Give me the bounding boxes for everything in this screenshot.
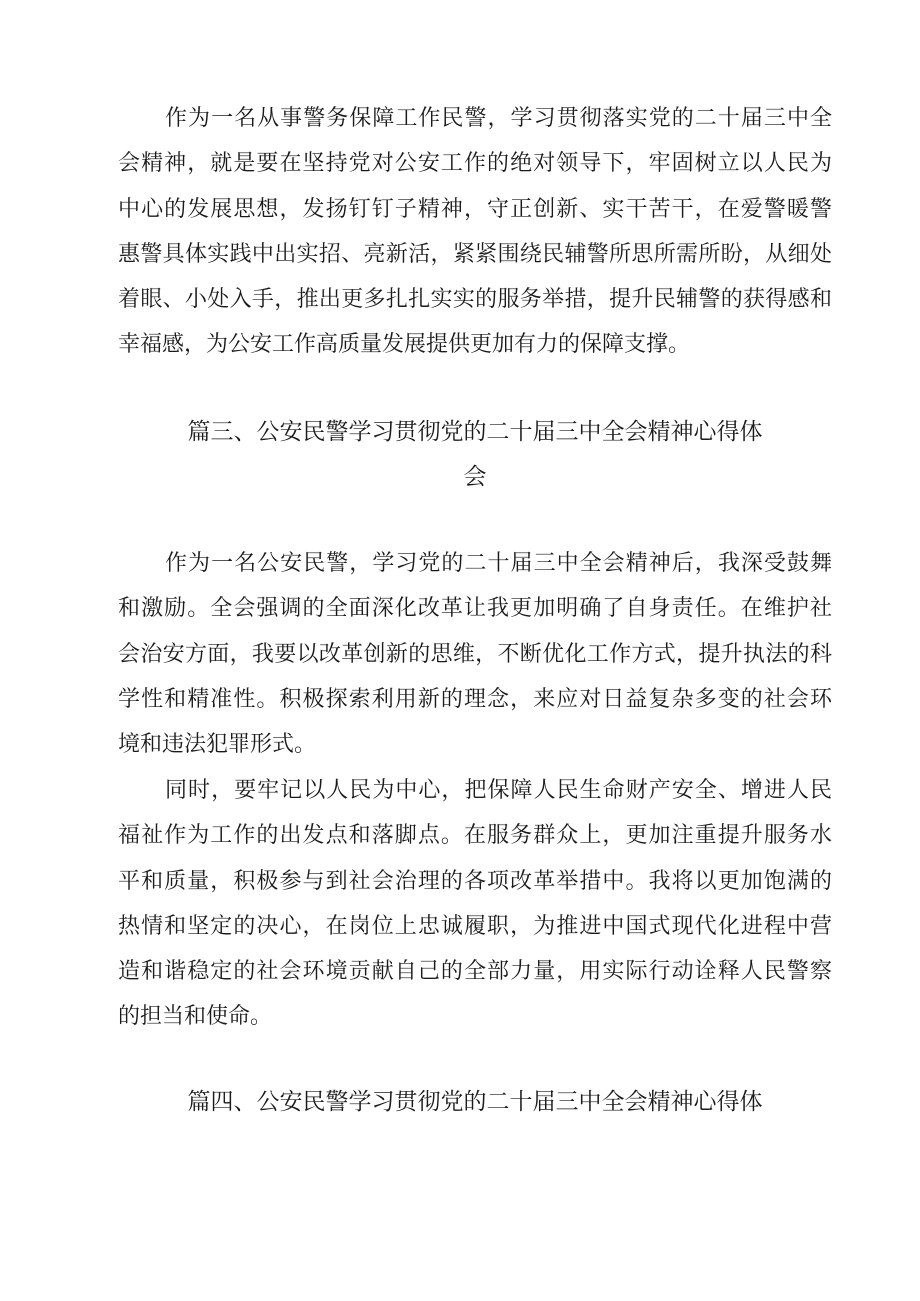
heading-line: 篇三、公安民警学习贯彻党的二十届三中全会精神心得体 xyxy=(187,419,763,445)
paragraph-line: 惠警具体实践中出实招、亮新活，紧紧围绕民辅警所思所需所盼，从细处 xyxy=(118,241,832,267)
body-paragraph xyxy=(118,541,832,767)
section-heading xyxy=(118,1080,832,1125)
heading-line: 篇四、公安民警学习贯彻党的二十届三中全会精神心得体 xyxy=(187,1089,763,1115)
paragraph-line: 学性和精准性。积极探索利用新的理念，来应对日益复杂多变的社会环 xyxy=(118,686,832,712)
paragraph-line: 着眼、小处入手，推出更多扎扎实实的服务举措，提升民辅警的获得感和 xyxy=(118,287,832,313)
paragraph-line: 中心的发展思想，发扬钉钉子精神，守正创新、实干苦干，在爱警暖警 xyxy=(118,196,832,222)
section-heading xyxy=(118,410,832,500)
paragraph-line: 同时，要牢记以人民为中心，把保障人民生命财产安全、增进人民 xyxy=(165,778,832,803)
paragraph-line: 作为一名从事警务保障工作民警，学习贯彻落实党的二十届三中全 xyxy=(165,106,832,131)
paragraph-line: 会治安方面，我要以改革创新的思维，不断优化工作方式，提升执法的科 xyxy=(118,641,832,667)
paragraph-line: 作为一名公安民警，学习党的二十届三中全会精神后，我深受鼓舞 xyxy=(165,551,832,576)
paragraph-line: 造和谐稳定的社会环境贡献自己的全部力量，用实际行动诠释人民警察 xyxy=(118,959,832,985)
paragraph-line: 的担当和使命。 xyxy=(118,1004,273,1030)
body-paragraph xyxy=(118,768,832,1040)
paragraph-line: 境和违法犯罪形式。 xyxy=(118,732,317,758)
paragraph-line: 平和质量，积极参与到社会治理的各项改革举措中。我将以更加饱满的 xyxy=(118,868,832,894)
paragraph-line: 会精神，就是要在坚持党对公安工作的绝对领导下，牢固树立以人民为 xyxy=(118,151,832,177)
paragraph-line: 福祉作为工作的出发点和落脚点。在服务群众上，更加注重提升服务水 xyxy=(118,823,832,849)
paragraph-line: 热情和坚定的决心，在岗位上忠诚履职，为推进中国式现代化进程中营 xyxy=(118,913,832,939)
body-paragraph xyxy=(118,96,832,368)
paragraph-line: 幸福感，为公安工作高质量发展提供更加有力的保障支撑。 xyxy=(118,332,691,358)
paragraph-line: 和激励。全会强调的全面深化改革让我更加明确了自身责任。在维护社 xyxy=(118,596,832,622)
heading-line: 会 xyxy=(463,464,487,490)
